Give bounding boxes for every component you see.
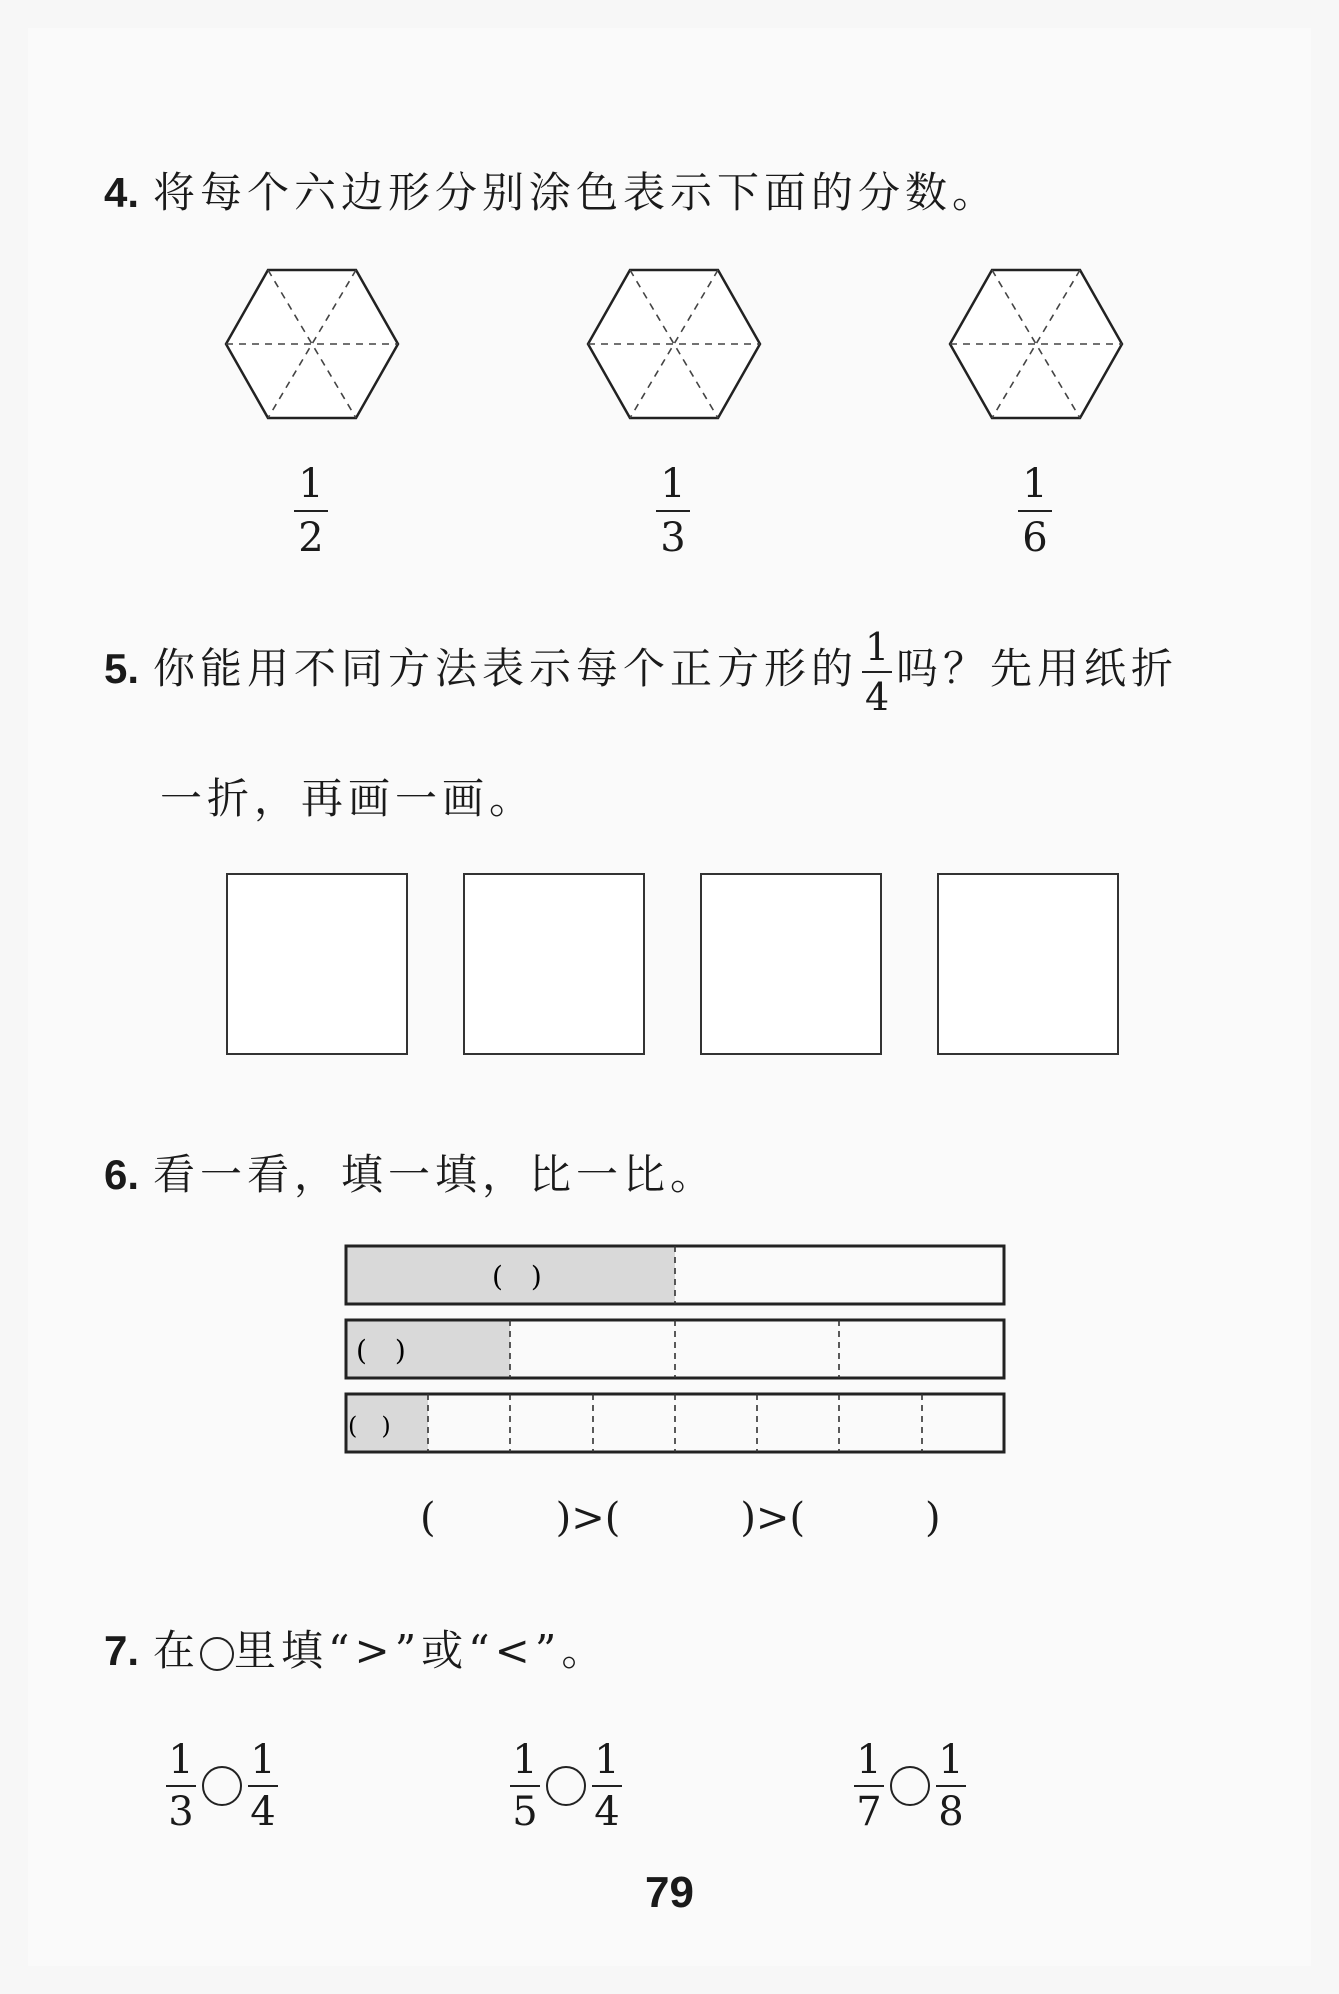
fraction-denominator: 3 (660, 515, 686, 561)
fraction-numerator: 1 (298, 461, 324, 507)
fraction-denominator: 4 (864, 675, 890, 719)
fraction-numerator: 1 (250, 1737, 276, 1783)
question-6-text: 看一看，填一填，比一比。 (153, 1150, 718, 1199)
fraction-bar (656, 510, 690, 512)
fraction-left (854, 1737, 884, 1835)
fraction-numerator: 1 (856, 1737, 882, 1783)
comparison-blanks[interactable]: ( )>( )>( ) (420, 1495, 941, 1541)
question-5-line2: 一折，再画一画。 (160, 774, 537, 823)
fraction-numerator: 1 (660, 461, 686, 507)
fraction-bar (510, 1785, 540, 1787)
fraction-denominator: 5 (512, 1789, 538, 1835)
fraction-one-sixth (1018, 461, 1052, 561)
question-4-text: 将每个六边形分别涂色表示下面的分数。 (153, 168, 1000, 217)
compare-pair-2 (506, 1737, 626, 1835)
fraction-left (166, 1737, 196, 1835)
fraction-denominator: 6 (1022, 515, 1048, 561)
answer-circle[interactable] (546, 1766, 586, 1806)
question-5-text: 你能用不同方法表示每个正方形的 (153, 644, 859, 693)
square-1[interactable] (226, 873, 408, 1055)
fraction-denominator: 4 (594, 1789, 620, 1835)
question-7-number: 7. (104, 1627, 140, 1674)
fraction-numerator: 1 (168, 1737, 194, 1783)
fraction-numerator: 1 (1022, 461, 1048, 507)
fraction-left (510, 1737, 540, 1835)
question-5-number: 5. (104, 645, 140, 692)
bar-1-blank[interactable]: ( ) (492, 1260, 542, 1293)
fraction-bar (294, 510, 328, 512)
square-3[interactable] (700, 873, 882, 1055)
hexagon-3[interactable] (948, 268, 1124, 420)
fraction-denominator: 8 (938, 1789, 964, 1835)
question-5-text-after: 吗？先用纸折 (896, 644, 1179, 693)
bar-quarters (346, 1320, 1004, 1378)
fraction-numerator: 1 (594, 1737, 620, 1783)
page-number: 79 (645, 1868, 694, 1917)
circle-icon (200, 1637, 234, 1671)
fraction-bar (166, 1785, 196, 1787)
answer-circle[interactable] (890, 1766, 930, 1806)
compare-pair-3 (850, 1737, 970, 1835)
inline-fraction-one-quarter (862, 625, 892, 719)
fraction-denominator: 3 (168, 1789, 194, 1835)
fraction-denominator: 2 (298, 515, 324, 561)
fraction-bar (248, 1785, 278, 1787)
fraction-bar (592, 1785, 622, 1787)
fraction-one-third (656, 461, 690, 561)
question-6-number: 6. (104, 1151, 140, 1198)
fraction-right (248, 1737, 278, 1835)
fraction-denominator: 7 (856, 1789, 882, 1835)
fraction-right (592, 1737, 622, 1835)
question-6 (104, 1142, 717, 1202)
square-2[interactable] (463, 873, 645, 1055)
fraction-bar (862, 671, 892, 673)
answer-circle[interactable] (202, 1766, 242, 1806)
question-7 (104, 1618, 608, 1678)
fraction-bar (936, 1785, 966, 1787)
square-4[interactable] (937, 873, 1119, 1055)
compare-pair-1 (162, 1737, 282, 1835)
fraction-right (936, 1737, 966, 1835)
question-7-text: 在 (153, 1626, 201, 1675)
fraction-numerator: 1 (512, 1737, 538, 1783)
fraction-bar (1018, 510, 1052, 512)
fraction-bar (854, 1785, 884, 1787)
question-4-number: 4. (104, 169, 140, 216)
fraction-one-half (294, 461, 328, 561)
fraction-numerator: 1 (938, 1737, 964, 1783)
fraction-bars (342, 1242, 1008, 1456)
fraction-denominator: 4 (250, 1789, 276, 1835)
bar-3-blank[interactable]: ( ) (348, 1412, 391, 1440)
hexagon-2[interactable] (586, 268, 762, 420)
fraction-numerator: 1 (864, 625, 890, 669)
hexagon-1[interactable] (224, 268, 400, 420)
question-7-text-after: 里填“>”或“<”。 (234, 1626, 609, 1675)
bar-halves (346, 1246, 1004, 1304)
bar-2-blank[interactable]: ( ) (356, 1334, 406, 1367)
question-5 (104, 625, 1179, 719)
bar-eighths (346, 1394, 1004, 1452)
question-4 (104, 160, 999, 220)
